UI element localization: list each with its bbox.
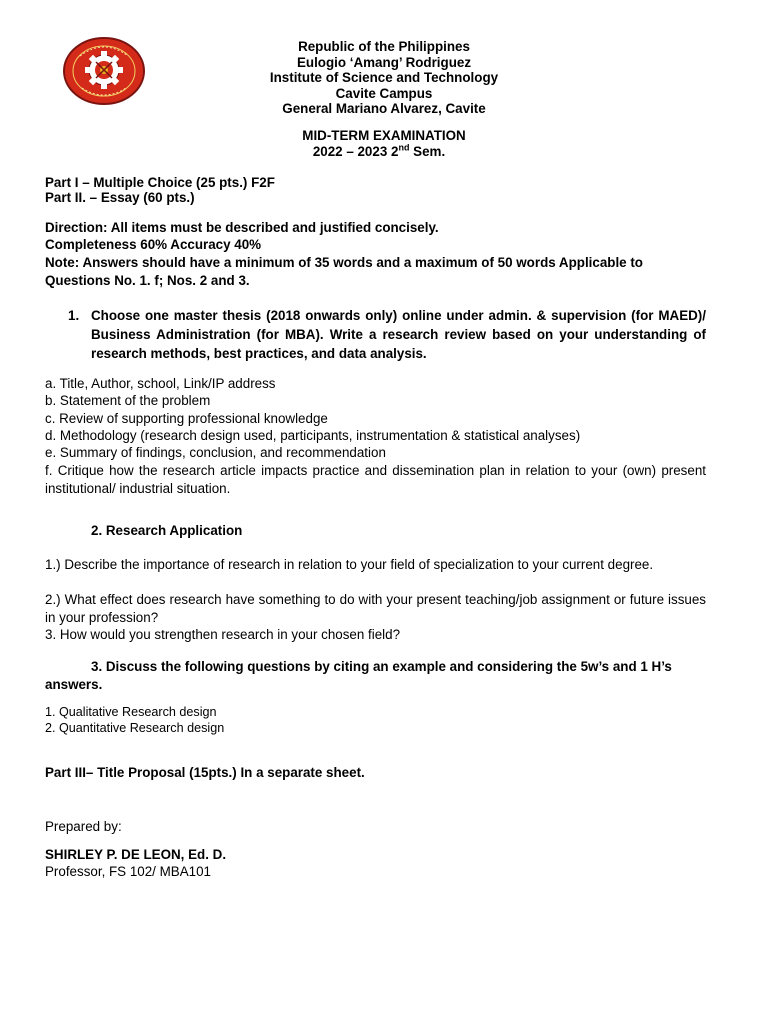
q2-item-1: 1.) Describe the importance of research in relation to your field of specialization to your current degree. (45, 557, 654, 572)
q1-text: Choose one master thesis (2018 onwards only) online under admin. & supervision (for MAED)/ Business Administration (for MBA). Write a research review based on your understanding of research methods, best practices, and data analysis. (91, 308, 706, 361)
q1-number: 1. (68, 308, 80, 323)
q1-item-c: c. Review of supporting professional knowledge (45, 411, 328, 426)
q3-item-1: 1. Qualitative Research design (45, 705, 217, 719)
prepared-by-label: Prepared by: (45, 819, 122, 834)
part2-label: Part II. – Essay (60 pts.) (45, 190, 195, 205)
q1-item-f: f. Critique how the research article impacts practice and dissemination plan in relation to your (own) present institutional/ industrial situation. (45, 463, 706, 496)
grading-criteria: Completeness 60% Accuracy 40% (45, 237, 262, 252)
exam-title: MID-TERM EXAMINATION (302, 128, 466, 143)
header-institution-name: Eulogio ‘Amang’ Rodriguez (296, 54, 472, 70)
q1-item-b: b. Statement of the problem (45, 393, 211, 408)
header-campus: Cavite Campus (335, 85, 433, 101)
q1-item-a: a. Title, Author, school, Link/IP address (45, 376, 276, 391)
professor-position: Professor, FS 102/ MBA101 (45, 864, 211, 879)
part1-label: Part I – Multiple Choice (25 pts.) F2F (45, 175, 275, 190)
q3-title: 3. Discuss the following questions by citing an example and considering the 5w’s and 1 H’s answers. (45, 659, 672, 692)
q1-item-e: e. Summary of findings, conclusion, and recommendation (45, 445, 386, 460)
q1-item-d: d. Methodology (research design used, participants, instrumentation & statistical analyses) (45, 428, 581, 443)
q2-item-2: 2.) What effect does research have something to do with your present teaching/job assignment or future issues in your profession? (45, 592, 706, 625)
q2-item-3: 3. How would you strengthen research in your chosen field? (45, 627, 401, 642)
exam-title-block (0, 128, 768, 160)
header-institution-type: Institute of Science and Technology (269, 70, 499, 85)
letterhead (0, 39, 768, 117)
header-country: Republic of the Philippines (298, 39, 470, 54)
part3-label: Part III– Title Proposal (15pts.) In a separate sheet. (45, 765, 365, 780)
professor-name: SHIRLEY P. DE LEON, Ed. D. (45, 847, 227, 862)
exam-term: 2022 – 2023 2nd Sem. (312, 142, 446, 159)
header-address: General Mariano Alvarez, Cavite (282, 101, 486, 116)
q3-item-2: 2. Quantitative Research design (45, 721, 225, 735)
word-limit-note: Note: Answers should have a minimum of 35 words and a maximum of 50 words Applicable to Questions No. 1. f; Nos. 2 and 3. (45, 255, 643, 288)
q2-title: 2. Research Application (91, 523, 243, 538)
direction-text: Direction: All items must be described and justified concisely. (45, 220, 439, 235)
